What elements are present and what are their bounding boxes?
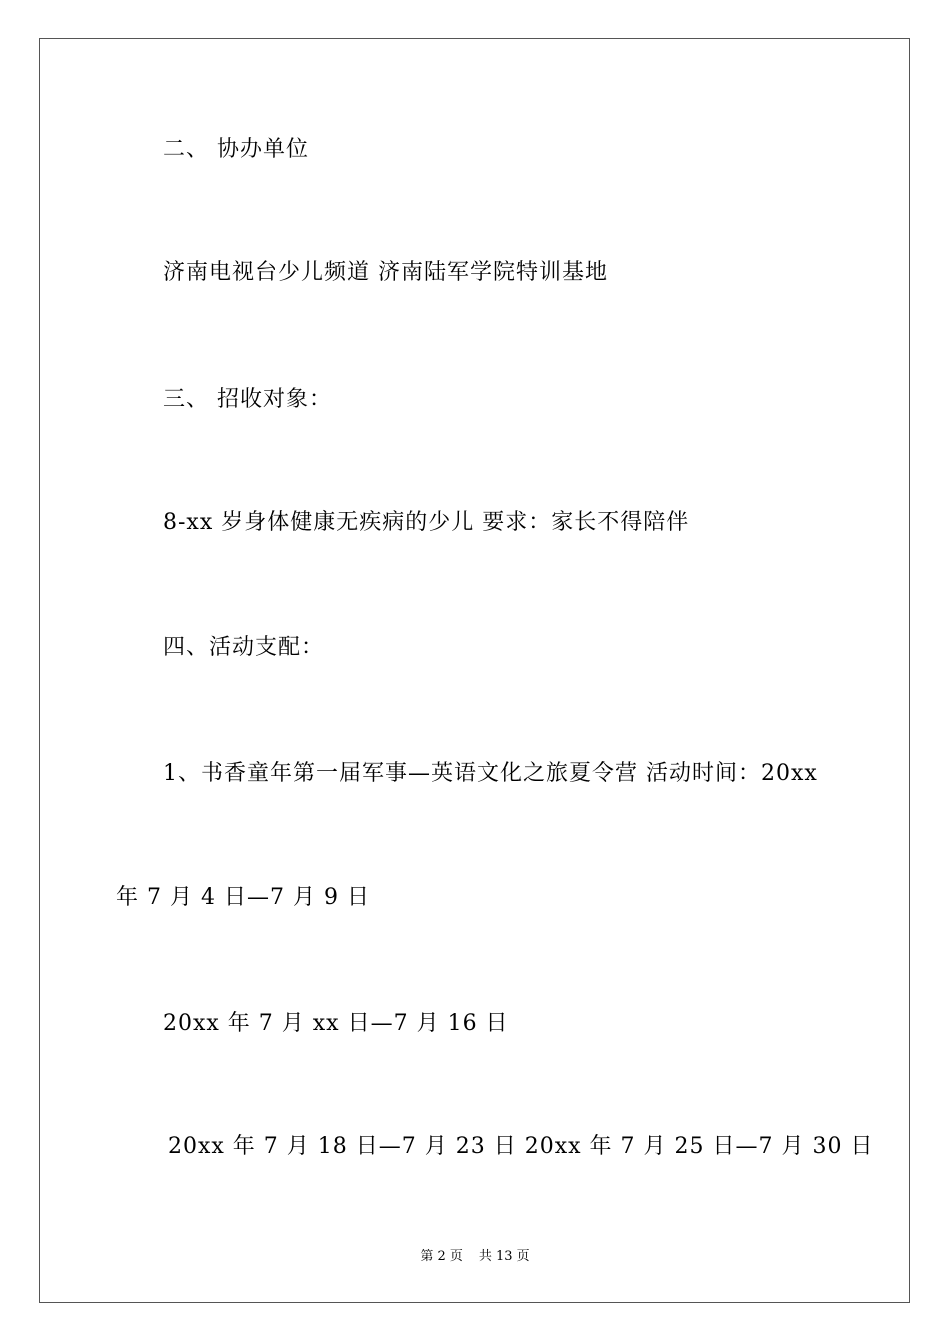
paragraph-co-organizers: 济南电视台少儿频道 济南陆军学院特训基地 [163, 260, 608, 285]
paragraph-activity-1: 1、书香童年第一届军事—英语文化之旅夏令营 活动时间：20xx [163, 761, 818, 786]
paragraph-date-range-2: 20xx 年 7 月 xx 日—7 月 16 日 [163, 1011, 509, 1036]
page-footer [0, 1248, 950, 1266]
section-heading-4: 四、活动支配： [163, 635, 325, 660]
section-heading-3: 三、 招收对象： [163, 387, 332, 412]
page-border [39, 38, 910, 1303]
paragraph-target-audience: 8-xx 岁身体健康无疾病的少儿 要求：家长不得陪伴 [163, 510, 690, 535]
page-number: 第 2 页 [420, 1249, 463, 1264]
section-heading-2: 二、 协办单位 [163, 137, 309, 162]
page-total: 共 13 页 [478, 1249, 530, 1264]
paragraph-activity-1-continued: 年 7 月 4 日—7 月 9 日 [116, 885, 370, 910]
paragraph-date-ranges-3-4: 20xx 年 7 月 18 日—7 月 23 日 20xx 年 7 月 25 日—7 月 30 日 [168, 1134, 874, 1159]
